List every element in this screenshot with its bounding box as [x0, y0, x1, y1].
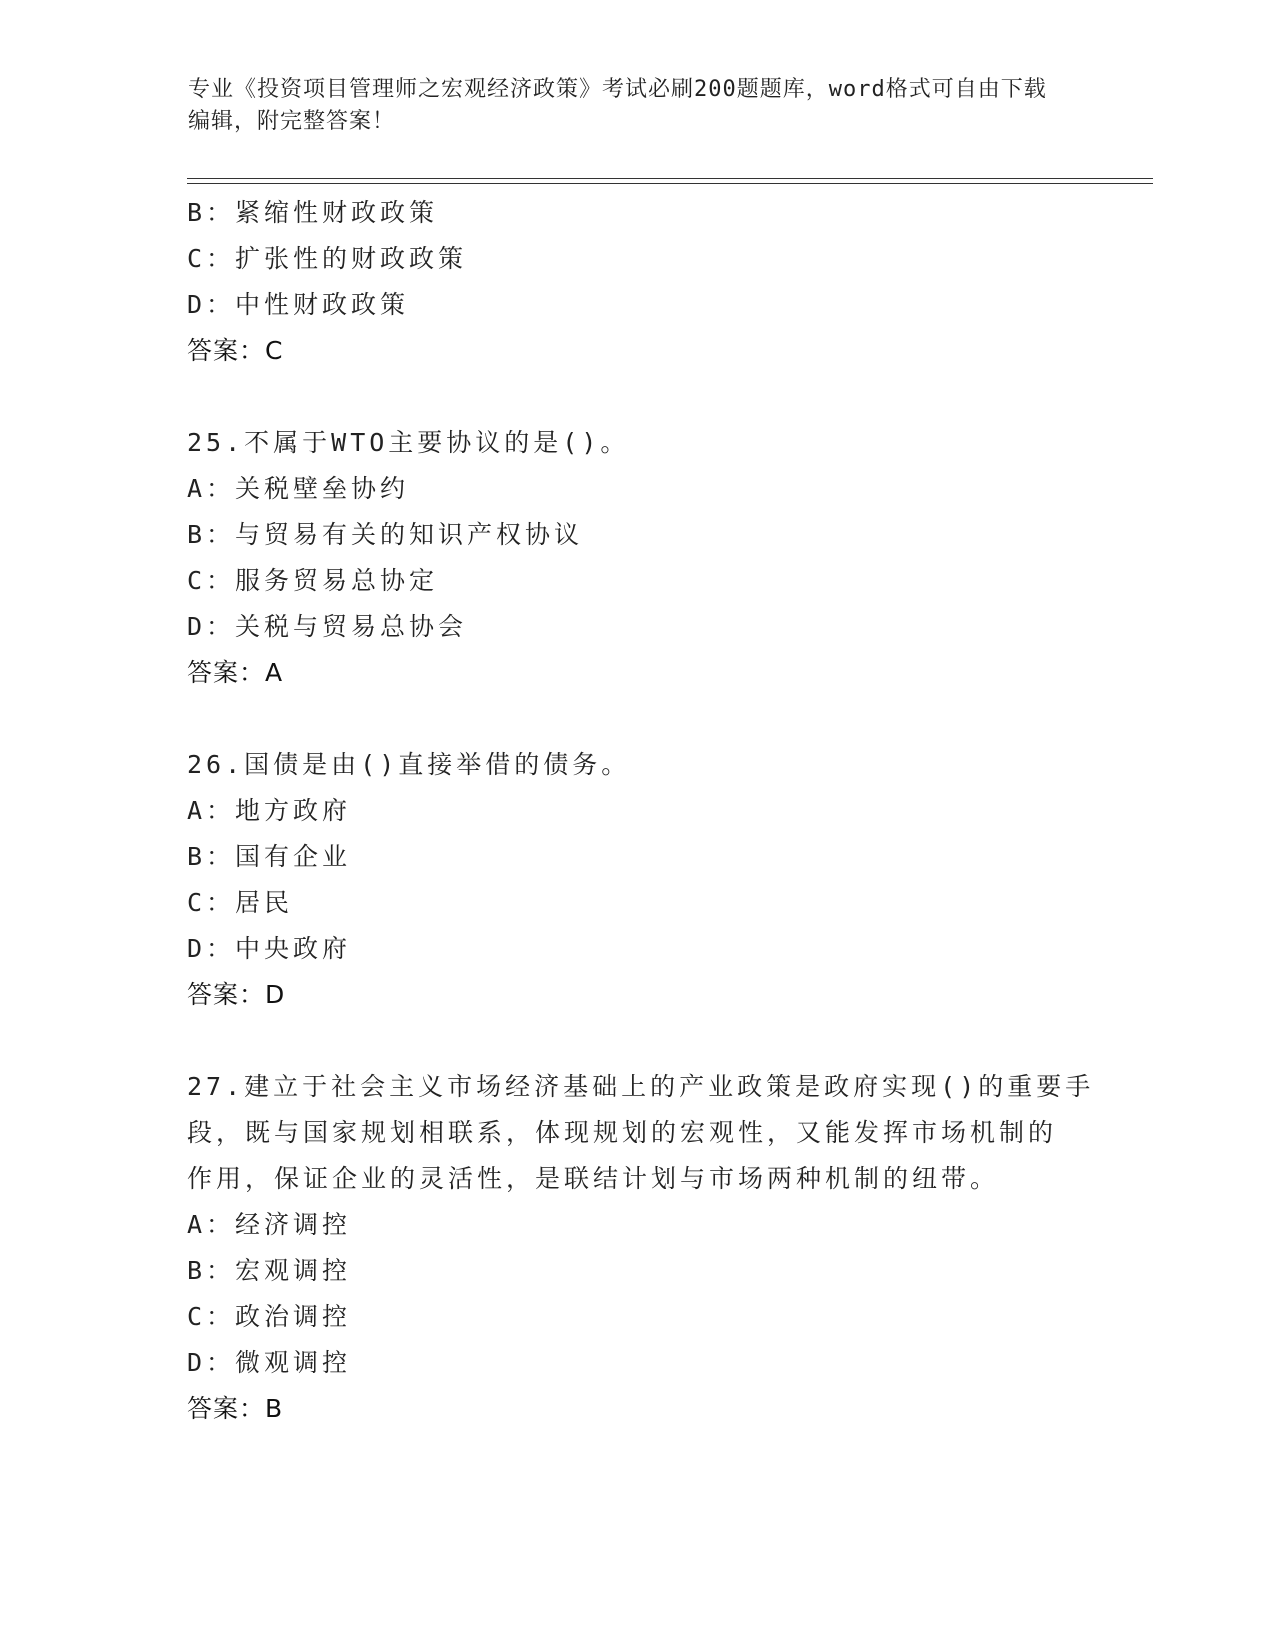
answer-line: 答案：D [187, 980, 286, 1009]
option-c: C：政治调控 [187, 1302, 352, 1331]
option-b: B：国有企业 [187, 842, 352, 871]
question-26-text: 26.国债是由()直接举借的债务。 [187, 750, 631, 779]
answer-line: 答案：A [187, 658, 284, 687]
question-content [187, 190, 1095, 1432]
option-b: B：紧缩性财政政策 [187, 198, 439, 227]
header-rule-top [187, 178, 1153, 179]
answer-line: 答案：B [187, 1394, 284, 1423]
option-b: B：与贸易有关的知识产权协议 [187, 520, 584, 549]
spacer [187, 1018, 1087, 1064]
option-d: D：中性财政政策 [187, 290, 410, 319]
option-c: C：服务贸易总协定 [187, 566, 439, 595]
spacer [187, 374, 1087, 420]
option-a: A：关税壁垒协约 [187, 474, 410, 503]
spacer [187, 696, 1087, 742]
document-header: 专业《投资项目管理师之宏观经济政策》考试必刷200题题库，word格式可自由下载编辑，附完整答案！ [188, 77, 1047, 134]
question-27-text-line-1: 27.建立于社会主义市场经济基础上的产业政策是政府实现()的重要手 [187, 1072, 1095, 1101]
option-b: B：宏观调控 [187, 1256, 352, 1285]
question-27-block [187, 1064, 1095, 1432]
header-rule-bottom [187, 183, 1153, 184]
option-a: A：经济调控 [187, 1210, 352, 1239]
question-25-text: 25.不属于WTO主要协议的是()。 [187, 428, 630, 457]
question-26-block [187, 742, 1087, 1018]
prev-question-block [187, 190, 1087, 374]
option-d: D：关税与贸易总协会 [187, 612, 468, 641]
question-27-text-line-3: 作用，保证企业的灵活性，是联结计划与市场两种机制的纽带。 [187, 1164, 1000, 1193]
option-c: C：居民 [187, 888, 294, 917]
option-a: A：地方政府 [187, 796, 352, 825]
option-d: D：微观调控 [187, 1348, 352, 1377]
question-25-block [187, 420, 1087, 696]
question-27-text-line-2: 段，既与国家规划相联系，体现规划的宏观性，又能发挥市场机制的 [187, 1118, 1058, 1147]
option-d: D：中央政府 [187, 934, 352, 963]
option-c: C：扩张性的财政政策 [187, 244, 468, 273]
answer-line: 答案：C [187, 336, 284, 365]
